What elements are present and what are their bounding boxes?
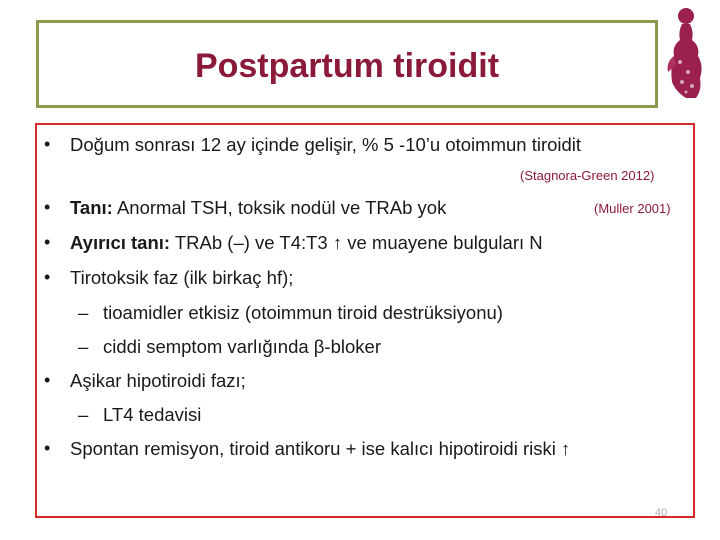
sub-text-thioamides: tioamidler etkisiz (otoimmun tiroid destrüksiyonu) [103,302,503,323]
diagnosis-label: Tanı: [70,197,113,218]
dash-symbol: – [78,302,89,323]
pregnant-woman-logo-icon [660,2,708,102]
dash-symbol: – [78,336,89,357]
sub-text-beta-blocker: ciddi semptom varlığında β-bloker [103,336,381,357]
sub-text-lt4: LT4 tedavisi [103,404,202,425]
bullet-text-thyrotoxic-phase: Tirotoksik faz (ilk birkaç hf); [70,267,294,288]
differential-text: TRAb (–) ve T4:T3 ↑ ve muayene bulguları N [170,232,543,253]
dash-symbol: – [78,404,89,425]
bullet-text-hypothyroid-phase: Aşikar hipotiroidi fazı; [70,370,246,391]
diagnosis-text: Anormal TSH, toksik nodül ve TRAb yok [112,197,447,218]
reference-stagnora-green: (Stagnora-Green 2012) [520,168,655,183]
bullet-text-differential [70,232,543,254]
page-number: 40 [655,507,668,519]
bullet-text-onset: Doğum sonrası 12 ay içinde gelişir, % 5 -10’u otoimmun tiroidit [70,134,582,155]
slide-title: Postpartum tiroidit [194,47,500,85]
differential-label: Ayırıcı tanı: [70,232,171,253]
bullet-symbol: • [44,232,51,252]
bullet-symbol: • [44,197,51,217]
reference-muller: (Muller 2001) [594,201,671,216]
bullet-symbol: • [44,134,51,154]
bullet-text-diagnosis [70,197,446,219]
bullet-text-remission: Spontan remisyon, tiroid antikoru + ise kalıcı hipotiroidi riski ↑ [70,438,571,459]
bullet-symbol: • [44,370,51,390]
title-box [36,20,658,108]
bullet-symbol: • [44,267,51,287]
bullet-symbol: • [44,438,51,458]
